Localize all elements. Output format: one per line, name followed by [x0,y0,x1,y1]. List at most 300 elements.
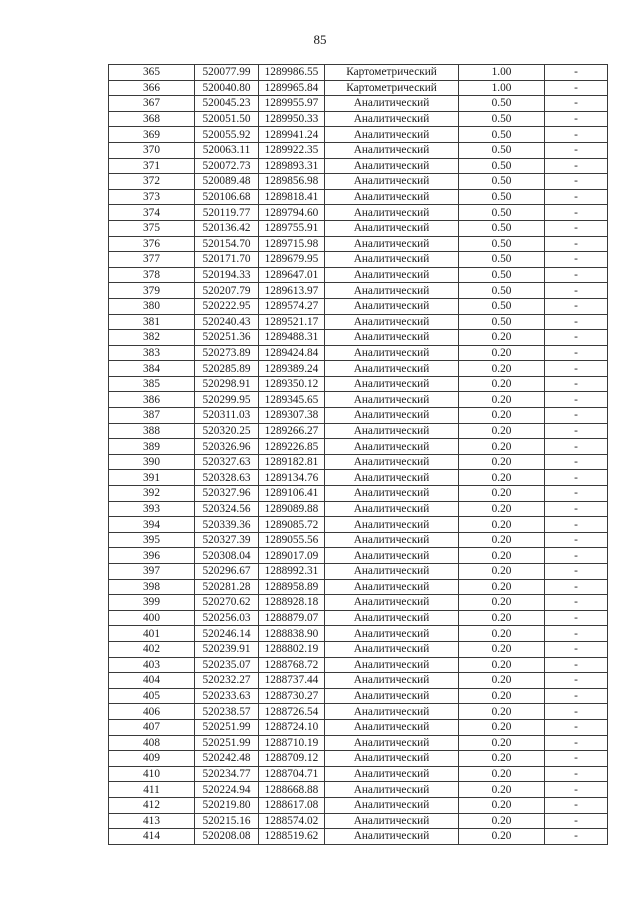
description-cell: - [545,797,608,813]
x-coordinate-cell: 520063.11 [195,142,259,158]
x-coordinate-cell: 520281.28 [195,579,259,595]
x-coordinate-cell: 520327.96 [195,486,259,502]
table-row [109,283,608,299]
table-row [109,813,608,829]
table-row [109,501,608,517]
description-cell: - [545,704,608,720]
y-coordinate-cell: 1289226.85 [259,439,325,455]
point-number-cell: 367 [109,96,195,112]
table-row [109,142,608,158]
table-row [109,376,608,392]
method-cell: Аналитический [325,314,459,330]
method-cell: Аналитический [325,782,459,798]
x-coordinate-cell: 520311.03 [195,408,259,424]
description-cell: - [545,766,608,782]
y-coordinate-cell: 1289986.55 [259,65,325,81]
point-number-cell: 385 [109,376,195,392]
accuracy-cell: 0.50 [459,189,545,205]
description-cell: - [545,532,608,548]
y-coordinate-cell: 1288710.19 [259,735,325,751]
description-cell: - [545,626,608,642]
point-number-cell: 411 [109,782,195,798]
table-row [109,267,608,283]
accuracy-cell: 0.20 [459,564,545,580]
table-row [109,220,608,236]
y-coordinate-cell: 1289521.17 [259,314,325,330]
method-cell: Аналитический [325,189,459,205]
table-row [109,657,608,673]
method-cell: Аналитический [325,283,459,299]
description-cell: - [545,470,608,486]
accuracy-cell: 1.00 [459,65,545,81]
y-coordinate-cell: 1289055.56 [259,532,325,548]
x-coordinate-cell: 520207.79 [195,283,259,299]
description-cell: - [545,392,608,408]
y-coordinate-cell: 1289106.41 [259,486,325,502]
method-cell: Картометрический [325,65,459,81]
point-number-cell: 410 [109,766,195,782]
description-cell: - [545,688,608,704]
point-number-cell: 377 [109,252,195,268]
table-row [109,517,608,533]
y-coordinate-cell: 1288709.12 [259,751,325,767]
description-cell: - [545,719,608,735]
description-cell: - [545,486,608,502]
method-cell: Аналитический [325,127,459,143]
description-cell: - [545,314,608,330]
accuracy-cell: 0.20 [459,439,545,455]
accuracy-cell: 0.20 [459,501,545,517]
point-number-cell: 404 [109,673,195,689]
x-coordinate-cell: 520299.95 [195,392,259,408]
point-number-cell: 399 [109,595,195,611]
accuracy-cell: 0.20 [459,361,545,377]
x-coordinate-cell: 520089.48 [195,174,259,190]
x-coordinate-cell: 520296.67 [195,564,259,580]
y-coordinate-cell: 1288992.31 [259,564,325,580]
method-cell: Аналитический [325,688,459,704]
x-coordinate-cell: 520171.70 [195,252,259,268]
x-coordinate-cell: 520208.08 [195,829,259,845]
x-coordinate-cell: 520239.91 [195,641,259,657]
method-cell: Аналитический [325,486,459,502]
point-number-cell: 396 [109,548,195,564]
accuracy-cell: 0.50 [459,236,545,252]
y-coordinate-cell: 1289955.97 [259,96,325,112]
method-cell: Аналитический [325,205,459,221]
table-row [109,626,608,642]
x-coordinate-cell: 520136.42 [195,220,259,236]
description-cell: - [545,283,608,299]
y-coordinate-cell: 1289950.33 [259,111,325,127]
point-number-cell: 365 [109,65,195,81]
point-number-cell: 401 [109,626,195,642]
y-coordinate-cell: 1289424.84 [259,345,325,361]
x-coordinate-cell: 520251.99 [195,719,259,735]
y-coordinate-cell: 1289893.31 [259,158,325,174]
accuracy-cell: 0.50 [459,158,545,174]
accuracy-cell: 0.20 [459,735,545,751]
method-cell: Аналитический [325,361,459,377]
x-coordinate-cell: 520326.96 [195,439,259,455]
accuracy-cell: 0.20 [459,454,545,470]
point-number-cell: 400 [109,610,195,626]
point-number-cell: 369 [109,127,195,143]
x-coordinate-cell: 520270.62 [195,595,259,611]
y-coordinate-cell: 1289574.27 [259,298,325,314]
table-row [109,330,608,346]
table-row [109,361,608,377]
table-row [109,454,608,470]
y-coordinate-cell: 1288928.18 [259,595,325,611]
method-cell: Аналитический [325,564,459,580]
description-cell: - [545,829,608,845]
accuracy-cell: 0.50 [459,252,545,268]
table-row [109,127,608,143]
point-number-cell: 366 [109,80,195,96]
x-coordinate-cell: 520320.25 [195,423,259,439]
point-number-cell: 409 [109,751,195,767]
description-cell: - [545,579,608,595]
y-coordinate-cell: 1289488.31 [259,330,325,346]
y-coordinate-cell: 1288768.72 [259,657,325,673]
x-coordinate-cell: 520222.95 [195,298,259,314]
description-cell: - [545,641,608,657]
description-cell: - [545,205,608,221]
table-row [109,189,608,205]
point-number-cell: 412 [109,797,195,813]
table-row [109,532,608,548]
x-coordinate-cell: 520234.77 [195,766,259,782]
table-row [109,439,608,455]
method-cell: Аналитический [325,704,459,720]
description-cell: - [545,564,608,580]
method-cell: Аналитический [325,298,459,314]
method-cell: Аналитический [325,439,459,455]
x-coordinate-cell: 520246.14 [195,626,259,642]
accuracy-cell: 0.20 [459,517,545,533]
accuracy-cell: 0.50 [459,283,545,299]
accuracy-cell: 0.50 [459,174,545,190]
point-number-cell: 387 [109,408,195,424]
table-row [109,345,608,361]
table-row [109,797,608,813]
method-cell: Аналитический [325,236,459,252]
description-cell: - [545,267,608,283]
method-cell: Аналитический [325,111,459,127]
x-coordinate-cell: 520242.48 [195,751,259,767]
description-cell: - [545,673,608,689]
description-cell: - [545,813,608,829]
table-row [109,80,608,96]
method-cell: Аналитический [325,610,459,626]
table-row [109,564,608,580]
accuracy-cell: 0.50 [459,142,545,158]
method-cell: Аналитический [325,579,459,595]
description-cell: - [545,345,608,361]
x-coordinate-cell: 520045.23 [195,96,259,112]
x-coordinate-cell: 520051.50 [195,111,259,127]
y-coordinate-cell: 1289755.91 [259,220,325,236]
description-cell: - [545,174,608,190]
table-row [109,673,608,689]
accuracy-cell: 0.20 [459,595,545,611]
x-coordinate-cell: 520106.68 [195,189,259,205]
page-number: 85 [313,32,327,47]
y-coordinate-cell: 1289307.38 [259,408,325,424]
x-coordinate-cell: 520055.92 [195,127,259,143]
table-row [109,548,608,564]
x-coordinate-cell: 520298.91 [195,376,259,392]
x-coordinate-cell: 520256.03 [195,610,259,626]
y-coordinate-cell: 1288802.19 [259,641,325,657]
point-number-cell: 384 [109,361,195,377]
description-cell: - [545,252,608,268]
method-cell: Аналитический [325,470,459,486]
accuracy-cell: 0.50 [459,220,545,236]
point-number-cell: 378 [109,267,195,283]
description-cell: - [545,517,608,533]
y-coordinate-cell: 1288519.62 [259,829,325,845]
description-cell: - [545,189,608,205]
point-number-cell: 393 [109,501,195,517]
description-cell: - [545,376,608,392]
accuracy-cell: 0.50 [459,314,545,330]
table-row [109,470,608,486]
point-number-cell: 395 [109,532,195,548]
description-cell: - [545,236,608,252]
point-number-cell: 383 [109,345,195,361]
table-row [109,735,608,751]
x-coordinate-cell: 520308.04 [195,548,259,564]
y-coordinate-cell: 1288726.54 [259,704,325,720]
accuracy-cell: 0.20 [459,719,545,735]
method-cell: Аналитический [325,408,459,424]
accuracy-cell: 0.50 [459,96,545,112]
description-cell: - [545,751,608,767]
x-coordinate-cell: 520233.63 [195,688,259,704]
table-row [109,314,608,330]
table-row [109,751,608,767]
accuracy-cell: 0.20 [459,673,545,689]
point-number-cell: 392 [109,486,195,502]
table-row [109,392,608,408]
method-cell: Аналитический [325,158,459,174]
x-coordinate-cell: 520235.07 [195,657,259,673]
y-coordinate-cell: 1289794.60 [259,205,325,221]
table-row [109,766,608,782]
y-coordinate-cell: 1289965.84 [259,80,325,96]
table-row [109,704,608,720]
description-cell: - [545,548,608,564]
method-cell: Аналитический [325,142,459,158]
point-number-cell: 379 [109,283,195,299]
accuracy-cell: 0.20 [459,610,545,626]
table-row [109,158,608,174]
y-coordinate-cell: 1289017.09 [259,548,325,564]
table-row [109,782,608,798]
x-coordinate-cell: 520154.70 [195,236,259,252]
description-cell: - [545,657,608,673]
description-cell: - [545,595,608,611]
accuracy-cell: 0.50 [459,267,545,283]
accuracy-cell: 1.00 [459,80,545,96]
y-coordinate-cell: 1288838.90 [259,626,325,642]
x-coordinate-cell: 520077.99 [195,65,259,81]
method-cell: Аналитический [325,376,459,392]
point-number-cell: 375 [109,220,195,236]
y-coordinate-cell: 1288668.88 [259,782,325,798]
table-row [109,298,608,314]
y-coordinate-cell: 1288704.71 [259,766,325,782]
table-row [109,205,608,221]
table-row [109,595,608,611]
y-coordinate-cell: 1289818.41 [259,189,325,205]
y-coordinate-cell: 1289345.65 [259,392,325,408]
point-number-cell: 382 [109,330,195,346]
accuracy-cell: 0.20 [459,376,545,392]
description-cell: - [545,65,608,81]
method-cell: Аналитический [325,829,459,845]
x-coordinate-cell: 520339.36 [195,517,259,533]
method-cell: Аналитический [325,423,459,439]
accuracy-cell: 0.20 [459,704,545,720]
y-coordinate-cell: 1289941.24 [259,127,325,143]
y-coordinate-cell: 1289613.97 [259,283,325,299]
point-number-cell: 370 [109,142,195,158]
method-cell: Аналитический [325,392,459,408]
point-number-cell: 376 [109,236,195,252]
y-coordinate-cell: 1289182.81 [259,454,325,470]
table-row [109,486,608,502]
point-number-cell: 380 [109,298,195,314]
y-coordinate-cell: 1288958.89 [259,579,325,595]
accuracy-cell: 0.20 [459,392,545,408]
table-row [109,65,608,81]
accuracy-cell: 0.50 [459,205,545,221]
accuracy-cell: 0.20 [459,688,545,704]
y-coordinate-cell: 1288879.07 [259,610,325,626]
method-cell: Аналитический [325,735,459,751]
description-cell: - [545,610,608,626]
accuracy-cell: 0.50 [459,298,545,314]
accuracy-cell: 0.20 [459,579,545,595]
y-coordinate-cell: 1288617.08 [259,797,325,813]
accuracy-cell: 0.20 [459,641,545,657]
x-coordinate-cell: 520072.73 [195,158,259,174]
y-coordinate-cell: 1289647.01 [259,267,325,283]
method-cell: Аналитический [325,673,459,689]
point-number-cell: 388 [109,423,195,439]
point-number-cell: 403 [109,657,195,673]
y-coordinate-cell: 1288737.44 [259,673,325,689]
point-number-cell: 394 [109,517,195,533]
point-number-cell: 414 [109,829,195,845]
accuracy-cell: 0.20 [459,470,545,486]
accuracy-cell: 0.20 [459,751,545,767]
method-cell: Картометрический [325,80,459,96]
accuracy-cell: 0.20 [459,766,545,782]
accuracy-cell: 0.50 [459,111,545,127]
table-row [109,641,608,657]
y-coordinate-cell: 1288574.02 [259,813,325,829]
accuracy-cell: 0.20 [459,423,545,439]
point-number-cell: 398 [109,579,195,595]
x-coordinate-cell: 520194.33 [195,267,259,283]
point-number-cell: 371 [109,158,195,174]
description-cell: - [545,361,608,377]
point-number-cell: 373 [109,189,195,205]
point-number-cell: 381 [109,314,195,330]
point-number-cell: 390 [109,454,195,470]
method-cell: Аналитический [325,813,459,829]
point-number-cell: 402 [109,641,195,657]
description-cell: - [545,111,608,127]
method-cell: Аналитический [325,719,459,735]
table-row [109,423,608,439]
accuracy-cell: 0.20 [459,829,545,845]
description-cell: - [545,330,608,346]
method-cell: Аналитический [325,657,459,673]
x-coordinate-cell: 520238.57 [195,704,259,720]
point-number-cell: 397 [109,564,195,580]
description-cell: - [545,158,608,174]
table-row [109,579,608,595]
method-cell: Аналитический [325,174,459,190]
table-row [109,829,608,845]
x-coordinate-cell: 520273.89 [195,345,259,361]
method-cell: Аналитический [325,641,459,657]
accuracy-cell: 0.20 [459,813,545,829]
method-cell: Аналитический [325,766,459,782]
table-row [109,174,608,190]
accuracy-cell: 0.20 [459,532,545,548]
y-coordinate-cell: 1289266.27 [259,423,325,439]
accuracy-cell: 0.20 [459,548,545,564]
x-coordinate-cell: 520240.43 [195,314,259,330]
coordinates-table [108,64,608,845]
x-coordinate-cell: 520285.89 [195,361,259,377]
x-coordinate-cell: 520251.99 [195,735,259,751]
method-cell: Аналитический [325,96,459,112]
accuracy-cell: 0.20 [459,408,545,424]
table-row [109,111,608,127]
point-number-cell: 368 [109,111,195,127]
y-coordinate-cell: 1289922.35 [259,142,325,158]
table-row [109,96,608,112]
x-coordinate-cell: 520219.80 [195,797,259,813]
point-number-cell: 372 [109,174,195,190]
method-cell: Аналитический [325,501,459,517]
y-coordinate-cell: 1288730.27 [259,688,325,704]
point-number-cell: 386 [109,392,195,408]
point-number-cell: 413 [109,813,195,829]
x-coordinate-cell: 520224.94 [195,782,259,798]
point-number-cell: 407 [109,719,195,735]
description-cell: - [545,423,608,439]
accuracy-cell: 0.20 [459,626,545,642]
description-cell: - [545,80,608,96]
method-cell: Аналитический [325,330,459,346]
description-cell: - [545,96,608,112]
accuracy-cell: 0.20 [459,486,545,502]
description-cell: - [545,220,608,236]
method-cell: Аналитический [325,220,459,236]
table-row [109,252,608,268]
point-number-cell: 408 [109,735,195,751]
x-coordinate-cell: 520251.36 [195,330,259,346]
y-coordinate-cell: 1289350.12 [259,376,325,392]
